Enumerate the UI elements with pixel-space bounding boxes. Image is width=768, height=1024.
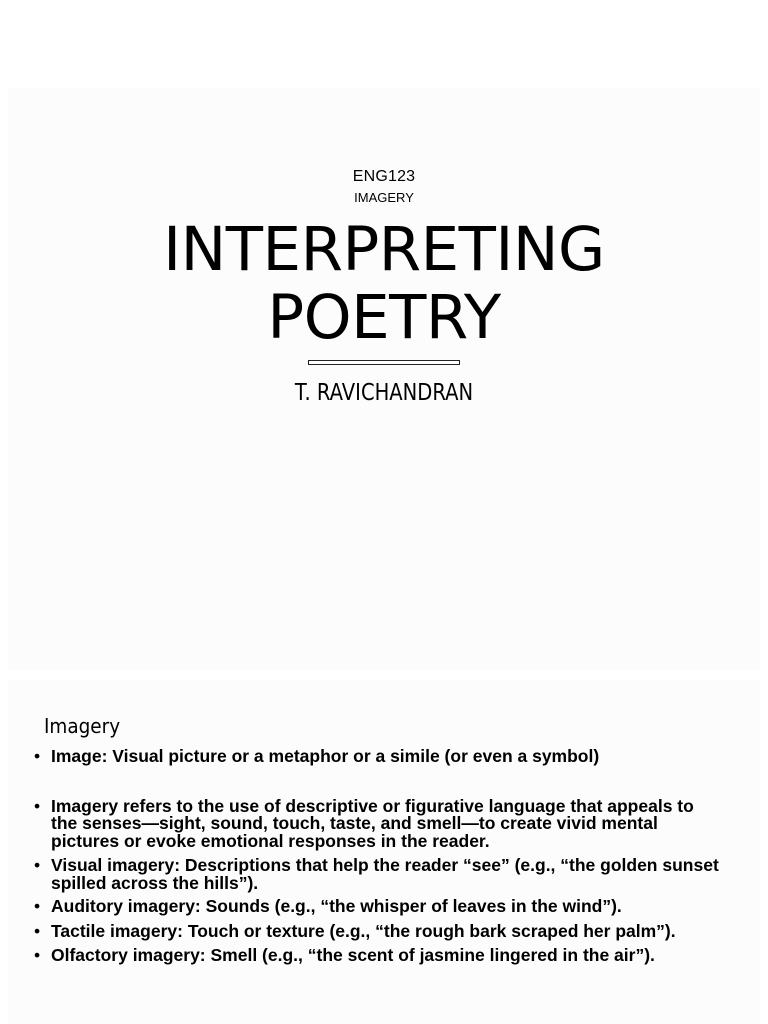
- course-code: ENG123: [352, 168, 416, 185]
- title-slide: [8, 88, 760, 670]
- author-name: T. RAVICHANDRAN: [294, 380, 474, 406]
- bullet-item: [30, 795, 720, 851]
- title-line-1: INTERPRETING: [163, 214, 605, 285]
- bullet-list: [30, 748, 720, 965]
- presentation-title: [8, 216, 760, 352]
- bullet-text: Tactile imagery: Touch or texture (e.g., “the rough bark scraped her palm”).: [51, 920, 676, 941]
- bullet-item: [30, 748, 720, 766]
- bullet-icon: •: [34, 746, 41, 766]
- bullet-item: [30, 898, 720, 916]
- subject-label: IMAGERY: [354, 190, 414, 205]
- bullet-text: Visual imagery: Descriptions that help the reader “see” (e.g., “the golden sunset spilled across the hills”).: [51, 855, 719, 893]
- bullet-item: [30, 857, 720, 892]
- bullet-icon: •: [34, 920, 41, 941]
- bullet-icon: •: [34, 855, 41, 875]
- bullet-item: [30, 947, 720, 965]
- bullet-icon: •: [34, 795, 41, 816]
- bullet-icon: •: [34, 945, 41, 965]
- title-line-2: POETRY: [267, 282, 501, 353]
- section-heading: Imagery: [44, 714, 121, 738]
- bullet-text: Image: Visual picture or a metaphor or a simile (or even a symbol): [51, 746, 600, 766]
- bullet-text: Imagery refers to the use of descriptive or figurative language that appeals to the senses—sight, sound, touch, taste, and smell—to create vivid mental pictures or evoke emotional responses in the reader.: [51, 795, 694, 851]
- bullet-item: [30, 920, 720, 941]
- bullet-text: Olfactory imagery: Smell (e.g., “the scent of jasmine lingered in the air”).: [51, 945, 655, 965]
- bullet-text: Auditory imagery: Sounds (e.g., “the whisper of leaves in the wind”).: [51, 896, 622, 916]
- content-slide: [8, 680, 760, 1024]
- title-divider: [308, 360, 460, 365]
- bullet-icon: •: [34, 896, 41, 916]
